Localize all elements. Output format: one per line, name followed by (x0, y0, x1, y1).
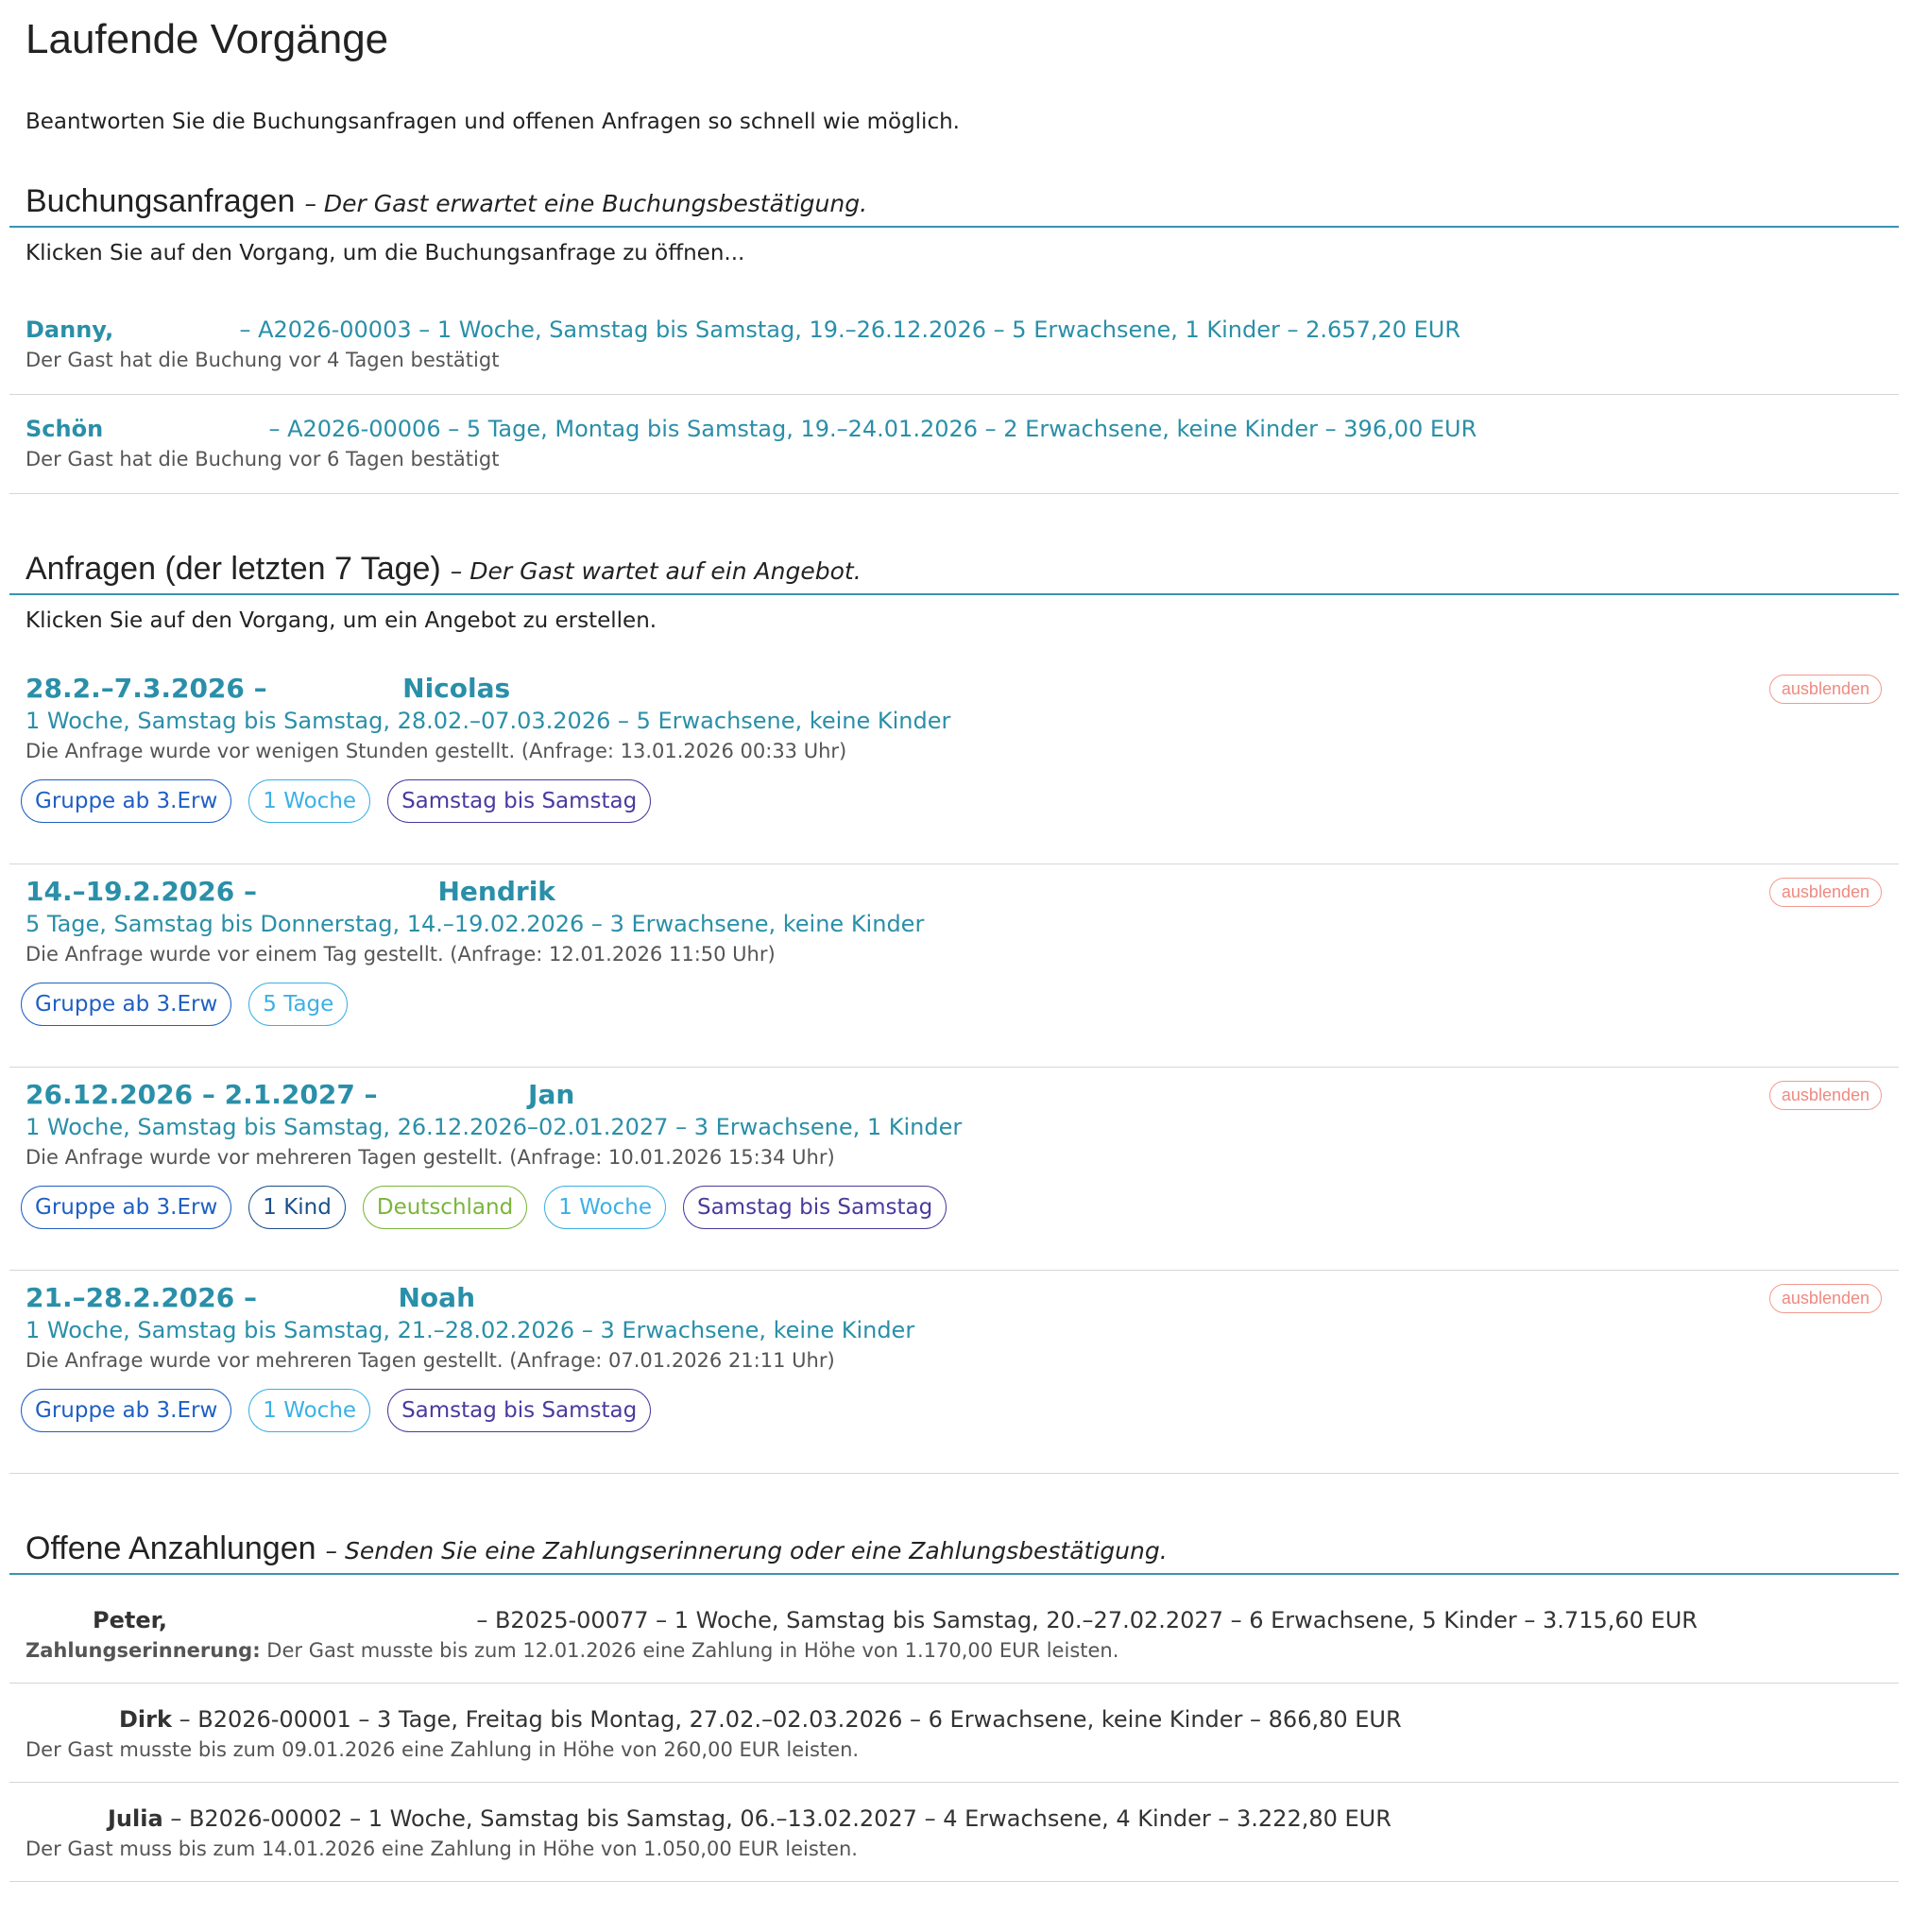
inquiries-section (9, 551, 1908, 1474)
booking-guest-name[interactable]: Danny, (26, 316, 114, 343)
inquiry-status: Die Anfrage wurde vor mehreren Tagen gestellt. (Anfrage: 10.01.2026 15:34 Uhr) (26, 1146, 835, 1169)
tag-duration[interactable]: 5 Tage (248, 983, 348, 1026)
bookings-subtitle: – Der Gast erwartet eine Buchungsbestätigung. (304, 190, 868, 217)
tag-duration[interactable]: 1 Woche (248, 1389, 370, 1432)
booking-details[interactable]: – A2026-00003 – 1 Woche, Samstag bis Samstag, 19.–26.12.2026 – 5 Erwachsene, 1 Kinder – 2.657,20 EUR (239, 316, 1461, 343)
bookings-header (9, 183, 1899, 228)
inquiry-tags (9, 1389, 1899, 1432)
tag-duration[interactable]: 1 Woche (248, 779, 370, 823)
inquiry-guest-name[interactable]: Jan (528, 1079, 575, 1110)
payment-status: Der Gast musste bis zum 12.01.2026 eine Zahlung in Höhe von 1.170,00 EUR leisten. (266, 1639, 1119, 1662)
payment-guest-name[interactable]: Peter, (93, 1607, 168, 1633)
inquiry-details[interactable]: 5 Tage, Samstag bis Donnerstag, 14.–19.02.2026 – 3 Erwachsene, keine Kinder (26, 911, 925, 937)
booking-details[interactable]: – A2026-00006 – 5 Tage, Montag bis Samstag, 19.–24.01.2026 – 2 Erwachsene, keine Kinder – 396,00 EUR (268, 416, 1477, 442)
tag-duration[interactable]: 1 Woche (544, 1186, 666, 1229)
inquiry-status: Die Anfrage wurde vor einem Tag gestellt. (Anfrage: 12.01.2026 11:50 Uhr) (26, 943, 776, 966)
inquiry-dates[interactable]: 21.–28.2.2026 – (26, 1282, 257, 1313)
inquiry-dates[interactable]: 14.–19.2.2026 – (26, 876, 257, 907)
inquiry-row[interactable] (9, 1271, 1899, 1474)
payments-subtitle: – Senden Sie eine Zahlungserinnerung oder eine Zahlungsbestätigung. (325, 1537, 1168, 1564)
hide-button[interactable]: ausblenden (1769, 1284, 1882, 1313)
inquiries-hint: Klicken Sie auf den Vorgang, um ein Angebot zu erstellen. (26, 608, 657, 633)
inquiry-tags (9, 779, 1899, 823)
payment-details[interactable]: – B2025-00077 – 1 Woche, Samstag bis Samstag, 20.–27.02.2027 – 6 Erwachsene, 5 Kinder – 3.715,60 EUR (476, 1607, 1698, 1633)
hide-button[interactable]: ausblenden (1769, 1081, 1882, 1110)
inquiry-dates[interactable]: 28.2.–7.3.2026 – (26, 673, 267, 704)
hide-button[interactable]: ausblenden (1769, 675, 1882, 704)
payment-row[interactable] (9, 1584, 1899, 1684)
inquiry-details[interactable]: 1 Woche, Samstag bis Samstag, 21.–28.02.2026 – 3 Erwachsene, keine Kinder (26, 1317, 915, 1343)
booking-status: Der Gast hat die Buchung vor 6 Tagen bestätigt (26, 448, 500, 470)
payment-status: Der Gast musste bis zum 09.01.2026 eine Zahlung in Höhe von 260,00 EUR leisten. (26, 1738, 860, 1761)
booking-row[interactable] (9, 395, 1899, 494)
payment-row[interactable] (9, 1783, 1899, 1882)
tag-weekdays[interactable]: Samstag bis Samstag (683, 1186, 947, 1229)
tag-country[interactable]: Deutschland (363, 1186, 527, 1229)
tag-group[interactable]: Gruppe ab 3.Erw (21, 1186, 231, 1229)
payments-section (9, 1530, 1908, 1882)
tag-group[interactable]: Gruppe ab 3.Erw (21, 1389, 231, 1432)
inquiry-guest-name[interactable]: Nicolas (402, 673, 511, 704)
payment-row[interactable] (9, 1684, 1899, 1783)
payment-details[interactable]: – B2026-00002 – 1 Woche, Samstag bis Samstag, 06.–13.02.2027 – 4 Erwachsene, 4 Kinder – 3.222,80 EUR (170, 1805, 1391, 1832)
tag-weekdays[interactable]: Samstag bis Samstag (387, 779, 651, 823)
payment-details[interactable]: – B2026-00001 – 3 Tage, Freitag bis Montag, 27.02.–02.03.2026 – 6 Erwachsene, keine Kinder – 866,80 EUR (179, 1706, 1402, 1733)
inquiry-details[interactable]: 1 Woche, Samstag bis Samstag, 28.02.–07.03.2026 – 5 Erwachsene, keine Kinder (26, 708, 951, 734)
hide-button[interactable]: ausblenden (1769, 878, 1882, 907)
tag-weekdays[interactable]: Samstag bis Samstag (387, 1389, 651, 1432)
inquiry-guest-name[interactable]: Hendrik (437, 876, 555, 907)
inquiries-subtitle: – Der Gast wartet auf ein Angebot. (450, 557, 862, 585)
inquiry-row[interactable] (9, 1068, 1899, 1271)
inquiry-tags (9, 983, 1899, 1026)
inquiry-status: Die Anfrage wurde vor mehreren Tagen gestellt. (Anfrage: 07.01.2026 21:11 Uhr) (26, 1349, 835, 1372)
bookings-title: Buchungsanfragen (26, 183, 296, 219)
inquiry-row[interactable] (9, 864, 1899, 1068)
booking-row[interactable] (9, 296, 1899, 395)
payment-guest-name[interactable]: Julia (108, 1805, 163, 1832)
bookings-hint: Klicken Sie auf den Vorgang, um die Buchungsanfrage zu öffnen... (26, 241, 745, 265)
payments-title: Offene Anzahlungen (26, 1530, 316, 1566)
inquiries-header (9, 551, 1899, 595)
payment-status: Der Gast muss bis zum 14.01.2026 eine Zahlung in Höhe von 1.050,00 EUR leisten. (26, 1838, 858, 1860)
inquiry-tags (9, 1186, 1899, 1229)
tag-children[interactable]: 1 Kind (248, 1186, 346, 1229)
tag-group[interactable]: Gruppe ab 3.Erw (21, 779, 231, 823)
inquiry-status: Die Anfrage wurde vor wenigen Stunden gestellt. (Anfrage: 13.01.2026 00:33 Uhr) (26, 740, 847, 762)
booking-guest-name[interactable]: Schön (26, 416, 104, 442)
page-title: Laufende Vorgänge (26, 16, 389, 62)
inquiry-row[interactable] (9, 661, 1899, 864)
inquiries-title: Anfragen (der letzten 7 Tage) (26, 551, 441, 587)
tag-group[interactable]: Gruppe ab 3.Erw (21, 983, 231, 1026)
inquiry-details[interactable]: 1 Woche, Samstag bis Samstag, 26.12.2026–02.01.2027 – 3 Erwachsene, 1 Kinder (26, 1114, 963, 1140)
booking-status: Der Gast hat die Buchung vor 4 Tagen bestätigt (26, 349, 500, 371)
page-intro: Beantworten Sie die Buchungsanfragen und offenen Anfragen so schnell wie möglich. (26, 110, 960, 134)
inquiry-dates[interactable]: 26.12.2026 – 2.1.2027 – (26, 1079, 378, 1110)
payment-guest-name[interactable]: Dirk (119, 1706, 172, 1733)
inquiry-guest-name[interactable]: Noah (398, 1282, 475, 1313)
payments-header (9, 1530, 1899, 1575)
payment-reminder-label: Zahlungserinnerung: (26, 1639, 261, 1662)
bookings-section (9, 183, 1908, 494)
